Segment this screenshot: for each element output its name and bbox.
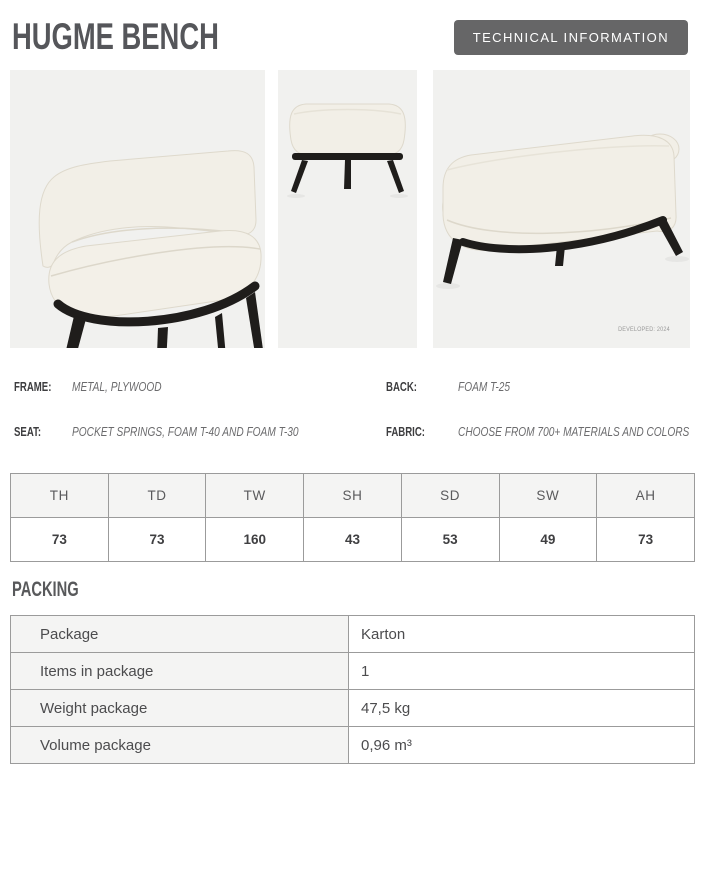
- spec-fabric-value: CHOOSE FROM 700+ MATERIALS AND COLORS: [458, 423, 690, 439]
- packing-value: 1: [349, 653, 695, 690]
- dim-value-sh: 43: [304, 518, 402, 562]
- spec-frame: [14, 374, 386, 398]
- packing-row-package: [11, 616, 695, 653]
- spec-seat-label: SEAT:: [14, 423, 42, 439]
- product-images-row: [10, 70, 690, 348]
- packing-title: PACKING: [12, 578, 79, 601]
- bench-back-image: [278, 70, 417, 348]
- packing-row-items: [11, 653, 695, 690]
- dim-header-sh: SH: [304, 474, 402, 518]
- spec-frame-value: METAL, PLYWOOD: [72, 378, 162, 394]
- packing-value: 47,5 kg: [349, 690, 695, 727]
- page-title-text: HUGME BENCH: [12, 16, 219, 57]
- packing-row-weight: [11, 690, 695, 727]
- dim-value-th: 73: [11, 518, 109, 562]
- packing-label: Volume package: [11, 727, 349, 764]
- spec-fabric-label: FABRIC:: [386, 423, 426, 439]
- dimensions-values-row: [11, 518, 695, 562]
- dim-header-tw: TW: [206, 474, 304, 518]
- packing-label: Package: [11, 616, 349, 653]
- spec-back-value: FOAM T-25: [458, 378, 511, 394]
- packing-label: Weight package: [11, 690, 349, 727]
- bench-back-illustration: [278, 70, 417, 348]
- spec-fabric: [386, 419, 705, 443]
- spec-seat: [14, 419, 386, 443]
- bench-front-image: [10, 70, 265, 348]
- packing-table: [10, 615, 695, 764]
- dim-header-sw: SW: [499, 474, 597, 518]
- dim-header-th: TH: [11, 474, 109, 518]
- dimensions-table: [10, 473, 695, 562]
- bench-rear-image: [433, 70, 690, 348]
- developed-note: DEVELOPED: 2024: [618, 326, 670, 333]
- packing-label: Items in package: [11, 653, 349, 690]
- packing-value: 0,96 m³: [349, 727, 695, 764]
- spec-frame-label: FRAME:: [14, 378, 52, 394]
- packing-value: Karton: [349, 616, 695, 653]
- spec-back: [386, 374, 705, 398]
- bench-rear-illustration: [433, 70, 690, 348]
- dim-header-ah: AH: [597, 474, 695, 518]
- dim-value-ah: 73: [597, 518, 695, 562]
- dim-value-td: 73: [108, 518, 206, 562]
- bench-front-illustration: [10, 70, 265, 348]
- technical-information-button[interactable]: TECHNICAL INFORMATION: [454, 20, 688, 55]
- dim-value-sd: 53: [401, 518, 499, 562]
- dim-header-sd: SD: [401, 474, 499, 518]
- packing-row-volume: [11, 727, 695, 764]
- dim-header-td: TD: [108, 474, 206, 518]
- dim-value-tw: 160: [206, 518, 304, 562]
- dim-value-sw: 49: [499, 518, 597, 562]
- page-title: [12, 16, 292, 58]
- specs-section: [14, 374, 694, 443]
- dimensions-header-row: [11, 474, 695, 518]
- spec-back-label: BACK:: [386, 378, 417, 394]
- spec-seat-value: POCKET SPRINGS, FOAM T-40 AND FOAM T-30: [72, 423, 299, 439]
